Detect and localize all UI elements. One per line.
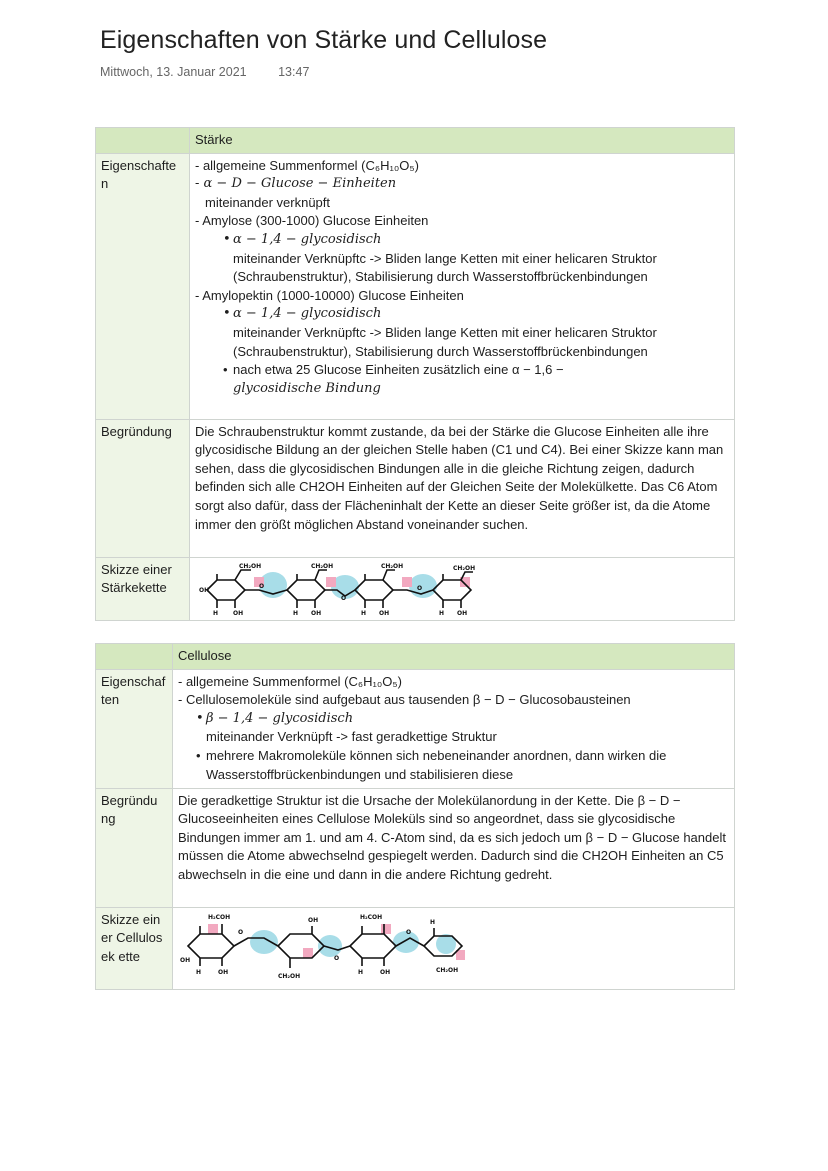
cellulose-props-row (96, 669, 735, 788)
starch-prop-bullet: • α − 1,4 − glycosidisch (195, 305, 729, 324)
svg-text:CH₂OH: CH₂OH (436, 966, 459, 974)
cellulose-prop-bullet: • β − 1,4 − glycosidisch (178, 710, 729, 729)
svg-text:H: H (358, 968, 364, 976)
cellulose-header-empty (96, 644, 173, 670)
starch-prop-line: - Amylopektin (1000-10000) Glucose Einheiten (195, 287, 464, 303)
page-meta (100, 65, 309, 79)
starch-prop-line: miteinander Verknüpftc -> Bliden lange Ketten mit einer helicaren Struktor (233, 324, 657, 340)
svg-text:OH: OH (233, 609, 244, 616)
svg-text:OH: OH (379, 609, 390, 616)
svg-text:H: H (439, 609, 445, 616)
starch-prop-line: miteinander verknüpft (205, 194, 331, 210)
cellulose-sketch-cell[interactable] (173, 907, 735, 989)
starch-prop-bullet: • α − 1,4 − glycosidisch (195, 231, 729, 250)
svg-text:O: O (417, 584, 423, 592)
starch-header-empty (96, 128, 190, 154)
starch-props-cell[interactable] (190, 153, 735, 419)
page-title: Eigenschaften von Stärke und Cellulose (100, 26, 548, 54)
svg-text:OH: OH (218, 968, 229, 976)
svg-text:O: O (259, 582, 265, 590)
cellulose-reason-row (96, 788, 735, 907)
starch-reason[interactable]: Die Schraubenstruktur kommt zustande, da bei der Stärke die Glucose Einheiten alle ihre glycosidische Bildung an der gleichen Stelle haben (C1 und C4). Bei einer Skizze kann man sehen, dass die glycosidischen Bindungen alle in die gleiche Richtung zeigen, dadurch befinden sich alle CH2OH Einheiten auf der Gleichen Seite der Molekülkette. Das C6 Atom sorgt also dafür, dass der Flächeninhalt der Kette an dieser Seite größer ist, da die Atome immer den größt möglichen Abstand voneinander suchen. (190, 419, 735, 557)
starch-prop-bullet: • nach etwa 25 Glucose Einheiten zusätzlich eine α − 1,6 − (195, 361, 729, 380)
cellulose-props-cell[interactable] (173, 669, 735, 788)
cellulose-header-row (96, 644, 735, 670)
svg-text:OH: OH (308, 916, 319, 924)
starch-reason-label[interactable]: Begründung (96, 419, 190, 557)
svg-text:CH₂OH: CH₂OH (311, 562, 334, 570)
starch-prop-line: - Amylose (300-1000) Glucose Einheiten (195, 213, 429, 229)
starch-sketch-row (96, 557, 735, 620)
svg-text:OH: OH (180, 956, 191, 964)
svg-text:H: H (430, 918, 436, 926)
svg-text:OH: OH (380, 968, 391, 976)
svg-text:O: O (334, 954, 340, 962)
starch-prop-line: miteinander Verknüpftc -> Bliden lange Ketten mit einer helicaren Struktor (233, 250, 657, 266)
cellulose-header[interactable]: Cellulose (173, 644, 735, 670)
cellulose-reason-label[interactable]: Begründu ng (96, 788, 173, 907)
page-time: 13:47 (278, 65, 310, 79)
starch-chain-drawing-icon (195, 560, 495, 616)
svg-text:CH₂OH: CH₂OH (381, 562, 404, 570)
cellulose-reason[interactable]: Die geradkettige Struktur ist die Ursache der Molekülanordung in der Kette. Die β − D − Glucoseeinheiten eines Cellulose Moleküls sind so angeordnet, dass sie glycosidische Bindungen immer am 1. und am 4. C-Atom sind, da es sich jedoch um β − D − Glucose handelt müssen die Atome abwechselnd gespiegelt werden. Dadurch sind die CH2OH Einheiten an C5 abwechseln in die eine und dann in die andere Richtung gedreht. (173, 788, 735, 907)
starch-props-row (96, 153, 735, 419)
cellulose-sketch-label[interactable]: Skizze einer Cellulosek ette (96, 907, 173, 989)
cellulose-chain-drawing-icon (178, 910, 488, 980)
svg-text:H: H (213, 609, 219, 616)
starch-prop-line: (Schraubenstruktur), Stabilisierung durch Wasserstoffbrückenbindungen (233, 343, 648, 359)
starch-table (95, 127, 735, 621)
starch-prop-line: - α − D − Glucose − Einheiten (195, 176, 397, 192)
starch-prop-line: (Schraubenstruktur), Stabilisierung durch Wasserstoffbrückenbindungen (233, 269, 648, 285)
starch-prop-line: - allgemeine Summenformel (C₆H₁₀O₅) (195, 157, 419, 173)
svg-text:CH₂OH: CH₂OH (453, 564, 476, 572)
cellulose-table (95, 643, 735, 990)
page-date: Mittwoch, 13. Januar 2021 (100, 65, 247, 79)
cellulose-prop-line: - allgemeine Summenformel (C₆H₁₀O₅) (178, 673, 402, 689)
svg-text:H: H (293, 609, 299, 616)
svg-text:H: H (196, 968, 202, 976)
starch-prop-line: glycosidische Bindung (233, 380, 381, 396)
cellulose-prop-line: miteinander Verknüpft -> fast geradkettige Struktur (206, 729, 497, 745)
svg-text:H₂COH: H₂COH (208, 913, 231, 921)
starch-sketch-label[interactable]: Skizze einer Stärkekette (96, 557, 190, 620)
svg-text:OH: OH (199, 586, 210, 594)
svg-text:CH₂OH: CH₂OH (239, 562, 262, 570)
svg-text:O: O (238, 928, 244, 936)
starch-sketch-cell[interactable] (190, 557, 735, 620)
svg-text:H₂COH: H₂COH (360, 913, 383, 921)
starch-header-row (96, 128, 735, 154)
cellulose-prop-line: - Cellulosemoleküle sind aufgebaut aus tausenden β − D − Glucosobausteinen (178, 692, 631, 708)
cellulose-sketch-row (96, 907, 735, 989)
cellulose-prop-line: Wasserstoffbrückenbindungen und stabilisieren diese (206, 766, 514, 782)
svg-text:CH₂OH: CH₂OH (278, 972, 301, 980)
starch-reason-row (96, 419, 735, 557)
svg-text:OH: OH (311, 609, 322, 616)
svg-text:O: O (406, 928, 412, 936)
cellulose-prop-bullet: • mehrere Makromoleküle können sich nebeneinander anordnen, dann wirken die (178, 747, 729, 766)
svg-text:H: H (361, 609, 367, 616)
svg-text:O: O (341, 594, 347, 602)
starch-header[interactable]: Stärke (190, 128, 735, 154)
cellulose-props-label[interactable]: Eigenschaf ten (96, 669, 173, 788)
svg-text:OH: OH (457, 609, 468, 616)
starch-props-label[interactable]: Eigenschafte n (96, 153, 190, 419)
